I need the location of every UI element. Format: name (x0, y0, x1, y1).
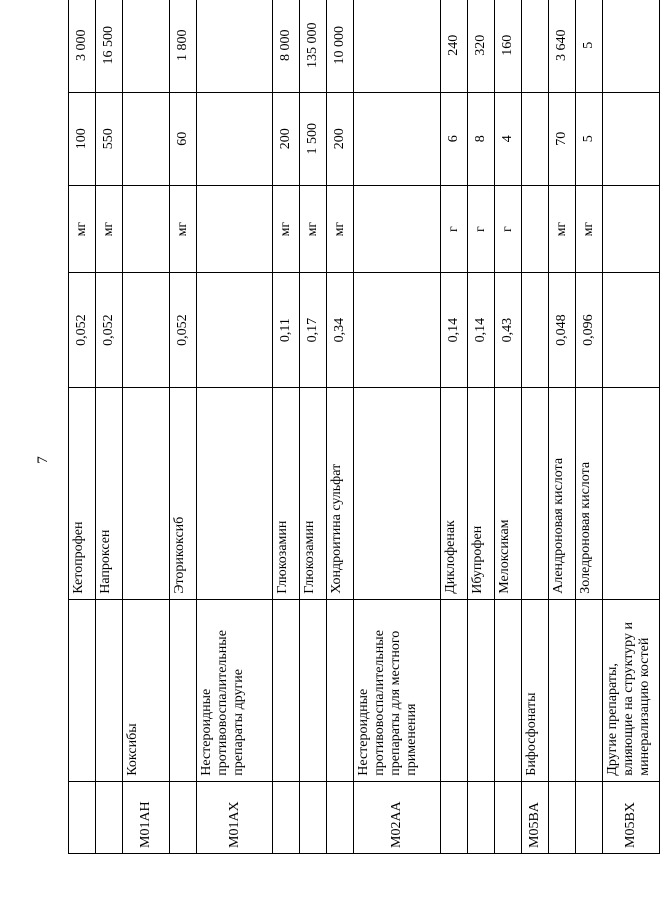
drug-table (68, 0, 660, 854)
dose-cell: 200 (273, 92, 300, 185)
table-row (300, 0, 327, 854)
quantity-cell (197, 0, 273, 92)
group-name-cell (273, 599, 300, 781)
drug-table-body (69, 0, 660, 854)
drug-name-cell (603, 387, 660, 599)
quantity-cell: 3 000 (69, 0, 96, 92)
unit-cell: мг (170, 186, 197, 273)
atc-code-cell: M01AH (123, 781, 170, 853)
ddd-cell: 0,17 (300, 273, 327, 388)
quantity-cell: 1 800 (170, 0, 197, 92)
quantity-cell: 8 000 (273, 0, 300, 92)
table-row (576, 0, 603, 854)
group-name-cell: Нестероидные противовоспалительные препараты для местного применения (354, 599, 441, 781)
atc-code-cell (170, 781, 197, 853)
table-row (197, 0, 273, 854)
dose-cell: 550 (96, 92, 123, 185)
table-row (441, 0, 468, 854)
table-row (549, 0, 576, 854)
group-name-cell (468, 599, 495, 781)
unit-cell: мг (69, 186, 96, 273)
table-row (123, 0, 170, 854)
dose-cell: 70 (549, 92, 576, 185)
atc-code-cell (327, 781, 354, 853)
drug-table-container (68, 0, 652, 854)
ddd-cell (123, 273, 170, 388)
atc-code-cell (468, 781, 495, 853)
unit-cell: мг (273, 186, 300, 273)
ddd-cell: 0,14 (441, 273, 468, 388)
unit-cell (354, 186, 441, 273)
drug-name-cell (123, 387, 170, 599)
group-name-cell: Бифосфонаты (522, 599, 549, 781)
ddd-cell: 0,048 (549, 273, 576, 388)
ddd-cell: 0,052 (96, 273, 123, 388)
atc-code-cell (300, 781, 327, 853)
group-name-cell (327, 599, 354, 781)
group-name-cell: Другие препараты, влияющие на структуру и минерализацию костей (603, 599, 660, 781)
drug-name-cell: Хондроитина сульфат (327, 387, 354, 599)
atc-code-cell (495, 781, 522, 853)
ddd-cell (522, 273, 549, 388)
group-name-cell (96, 599, 123, 781)
table-row (522, 0, 549, 854)
dose-cell: 1 500 (300, 92, 327, 185)
atc-code-cell (576, 781, 603, 853)
unit-cell: мг (96, 186, 123, 273)
quantity-cell: 3 640 (549, 0, 576, 92)
drug-name-cell: Глюкозамин (273, 387, 300, 599)
dose-cell (123, 92, 170, 185)
dose-cell (603, 92, 660, 185)
ddd-cell: 0,11 (273, 273, 300, 388)
drug-name-cell: Ибупрофен (468, 387, 495, 599)
group-name-cell (441, 599, 468, 781)
drug-name-cell: Глюкозамин (300, 387, 327, 599)
atc-code-cell (441, 781, 468, 853)
table-row (495, 0, 522, 854)
atc-code-cell (273, 781, 300, 853)
group-name-cell (576, 599, 603, 781)
dose-cell: 5 (576, 92, 603, 185)
drug-name-cell (522, 387, 549, 599)
table-row (468, 0, 495, 854)
group-name-cell (549, 599, 576, 781)
atc-code-cell: M05BA (522, 781, 549, 853)
unit-cell (603, 186, 660, 273)
quantity-cell: 320 (468, 0, 495, 92)
ddd-cell: 0,052 (69, 273, 96, 388)
quantity-cell: 135 000 (300, 0, 327, 92)
group-name-cell: Нестероидные противовоспалительные препараты другие (197, 599, 273, 781)
atc-code-cell: M02AA (354, 781, 441, 853)
drug-name-cell (197, 387, 273, 599)
unit-cell: г (468, 186, 495, 273)
unit-cell: мг (549, 186, 576, 273)
table-row (273, 0, 300, 854)
ddd-cell: 0,43 (495, 273, 522, 388)
dose-cell (197, 92, 273, 185)
dose-cell (522, 92, 549, 185)
quantity-cell: 10 000 (327, 0, 354, 92)
drug-name-cell: Мелоксикам (495, 387, 522, 599)
ddd-cell: 0,14 (468, 273, 495, 388)
drug-name-cell: Алендроновая кислота (549, 387, 576, 599)
page-number: 7 (35, 456, 51, 464)
unit-cell: г (441, 186, 468, 273)
dose-cell: 6 (441, 92, 468, 185)
dose-cell: 200 (327, 92, 354, 185)
ddd-cell (197, 273, 273, 388)
atc-code-cell: M05BX (603, 781, 660, 853)
drug-name-cell (354, 387, 441, 599)
unit-cell: мг (327, 186, 354, 273)
quantity-cell (123, 0, 170, 92)
quantity-cell: 16 500 (96, 0, 123, 92)
unit-cell (197, 186, 273, 273)
unit-cell: мг (576, 186, 603, 273)
drug-name-cell: Диклофенак (441, 387, 468, 599)
ddd-cell: 0,052 (170, 273, 197, 388)
drug-name-cell: Эторикоксиб (170, 387, 197, 599)
group-name-cell (300, 599, 327, 781)
table-row (170, 0, 197, 854)
quantity-cell (354, 0, 441, 92)
unit-cell (522, 186, 549, 273)
quantity-cell: 160 (495, 0, 522, 92)
unit-cell (123, 186, 170, 273)
group-name-cell (69, 599, 96, 781)
quantity-cell (522, 0, 549, 92)
table-row (603, 0, 660, 854)
table-row (96, 0, 123, 854)
atc-code-cell: M01AX (197, 781, 273, 853)
dose-cell: 100 (69, 92, 96, 185)
unit-cell: мг (300, 186, 327, 273)
ddd-cell (354, 273, 441, 388)
ddd-cell: 0,34 (327, 273, 354, 388)
table-row (354, 0, 441, 854)
dose-cell: 4 (495, 92, 522, 185)
dose-cell (354, 92, 441, 185)
table-row (327, 0, 354, 854)
drug-name-cell: Золедроновая кислота (576, 387, 603, 599)
table-row (69, 0, 96, 854)
group-name-cell (495, 599, 522, 781)
dose-cell: 8 (468, 92, 495, 185)
group-name-cell (170, 599, 197, 781)
atc-code-cell (96, 781, 123, 853)
quantity-cell: 5 (576, 0, 603, 92)
dose-cell: 60 (170, 92, 197, 185)
atc-code-cell (69, 781, 96, 853)
ddd-cell (603, 273, 660, 388)
quantity-cell: 240 (441, 0, 468, 92)
quantity-cell (603, 0, 660, 92)
unit-cell: г (495, 186, 522, 273)
group-name-cell: Коксибы (123, 599, 170, 781)
atc-code-cell (549, 781, 576, 853)
drug-name-cell: Напроксен (96, 387, 123, 599)
drug-name-cell: Кетопрофен (69, 387, 96, 599)
ddd-cell: 0,096 (576, 273, 603, 388)
